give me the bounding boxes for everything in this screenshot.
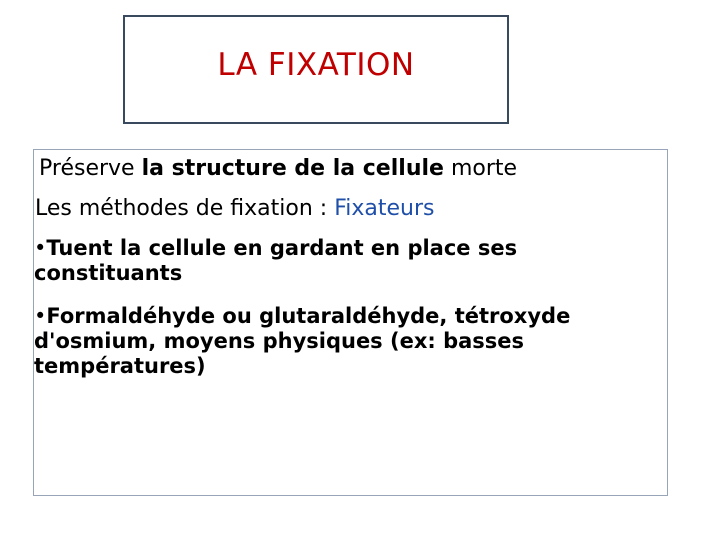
bullet-1-line-a [34,236,659,261]
bullet-2-line-c: températures) [34,354,206,378]
bullet-2-line-b: d'osmium, moyens physiques (ex: basses [34,329,525,353]
bullet-2-line-a [34,304,659,329]
bullet-icon: • [34,304,47,328]
bullet-1-line-b: constituants [34,261,183,285]
slide-title: LA FIXATION [217,47,415,83]
preserve-line [39,156,517,182]
title-box [123,15,509,124]
bullet-2-text-a: Formaldéhyde ou glutaraldéhyde, tétroxyde [46,304,571,328]
bullet-1-text-a: Tuent la cellule en gardant en place ses [46,236,518,260]
morte-text: morte [443,156,518,181]
structure-text: la structure de la cellule [141,156,444,181]
fixateurs-text: Fixateurs [334,196,435,221]
methods-line [35,196,434,222]
bullet-item-2 [34,304,659,379]
bullet-item-1 [34,236,659,286]
content-box [33,149,668,496]
bullet-icon: • [34,236,47,260]
preserve-text: Préserve [39,156,142,181]
methods-text: Les méthodes de fixation : [35,196,335,221]
